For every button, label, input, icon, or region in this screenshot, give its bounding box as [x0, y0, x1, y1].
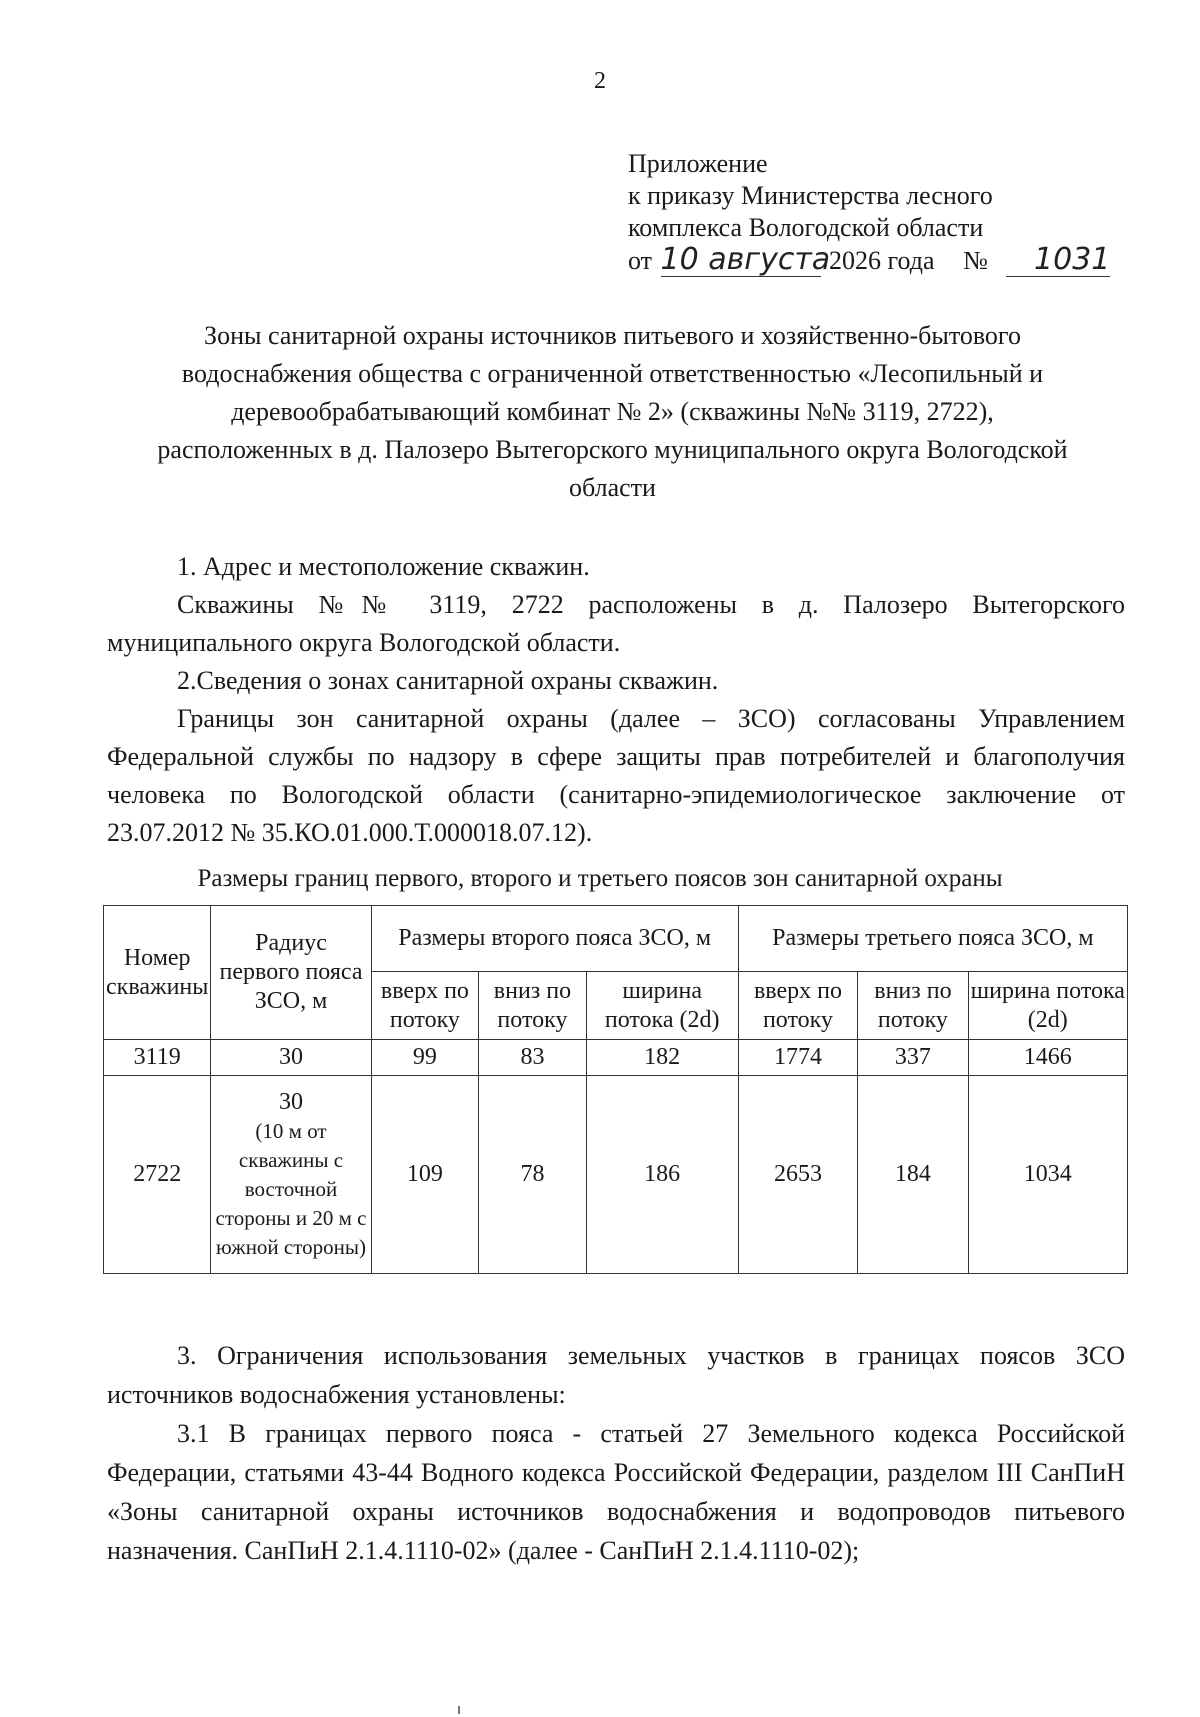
cell-well-number: 2722 [104, 1076, 211, 1274]
cell-third-upstream: 1774 [738, 1040, 858, 1076]
section-3-text: 3. Ограничения использования земельных участков в границах поясов ЗСО источников водоснабжения установлены: [107, 1341, 1125, 1409]
section-2-heading: 2.Сведения о зонах санитарной охраны скважин. [177, 666, 719, 695]
header-third-width: ширина потока (2d) [968, 972, 1127, 1040]
page-number: 2 [594, 68, 606, 94]
header-second-upstream: вверх по потоку [371, 972, 479, 1040]
cell-radius [211, 1076, 371, 1274]
table-row [104, 1040, 1128, 1076]
number-label: № [963, 246, 988, 275]
cell-radius-value: 30 [279, 1088, 303, 1115]
cell-second-width: 186 [586, 1076, 738, 1274]
cell-radius-note: (10 м от скважины с восточной стороны и 20 м с южной стороны) [215, 1118, 367, 1259]
section-3 [107, 1336, 1125, 1570]
cell-second-upstream: 99 [371, 1040, 479, 1076]
section-2-text: Границы зон санитарной охраны (далее – ЗСО) согласованы Управлением Федеральной службы по надзору в сфере защиты прав потребителей и благополучия человека по Вологодской области (санитарно-эпидемиологическое заключение от 23.07.2012 № 35.КО.01.000.Т.000018.07.12). [107, 704, 1125, 847]
header-third-upstream: вверх по потоку [738, 972, 858, 1040]
appendix-line-1: Приложение [628, 149, 768, 178]
title-line-2: водоснабжения общества с ограниченной ответственностью «Лесопильный и [181, 359, 1044, 388]
title-line-5: области [569, 473, 656, 502]
header-well-number: Номер скважины [104, 906, 211, 1040]
appendix-line-3: комплекса Вологодской области [628, 213, 984, 242]
cell-third-width: 1034 [968, 1076, 1127, 1274]
cell-radius: 30 [211, 1040, 371, 1076]
cell-second-width: 182 [586, 1040, 738, 1076]
header-second-width: ширина потока (2d) [586, 972, 738, 1040]
section-1-text: Скважины №№ 3119, 2722 расположены в д. Палозеро Вытегорского муниципального округа Вологодской области. [107, 590, 1125, 657]
cell-second-downstream: 78 [479, 1076, 587, 1274]
cell-well-number: 3119 [104, 1040, 211, 1076]
section-1-heading: 1. Адрес и местоположение скважин. [177, 552, 590, 581]
header-third-zone: Размеры третьего пояса ЗСО, м [738, 906, 1127, 972]
header-second-zone: Размеры второго пояса ЗСО, м [371, 906, 738, 972]
header-third-downstream: вниз по потоку [858, 972, 968, 1040]
appendix-date-line [628, 244, 1110, 277]
header-second-downstream: вниз по потоку [479, 972, 587, 1040]
appendix-header [628, 148, 1110, 277]
handwritten-date: 10 августа [660, 242, 831, 277]
table-caption: Размеры границ первого, второго и третьего поясов зон санитарной охраны [197, 865, 1003, 892]
document-body [107, 548, 1125, 852]
cell-third-upstream: 2653 [738, 1076, 858, 1274]
section-3-1-text: 3.1 В границах первого пояса - статьей 27 Земельного кодекса Российской Федерации, статьями 43-44 Водного кодекса Российской Федерации, разделом III СанПиН «Зоны санитарной охраны источников водоснабжения и водопроводов питьевого назначения. СанПиН 2.1.4.1110-02» (далее - СанПиН 2.1.4.1110-02); [107, 1419, 1125, 1565]
title-line-1: Зоны санитарной охраны источников питьевого и хозяйственно-бытового [204, 321, 1021, 350]
appendix-line-2: к приказу Министерства лесного [628, 181, 993, 210]
cell-third-width: 1466 [968, 1040, 1127, 1076]
cell-second-upstream: 109 [371, 1076, 479, 1274]
year-text: 2026 года [829, 246, 935, 275]
cell-third-downstream: 184 [858, 1076, 968, 1274]
sanitary-zones-table [103, 905, 1128, 1274]
from-label: от [628, 246, 653, 275]
cell-second-downstream: 83 [479, 1040, 587, 1076]
document-title [100, 317, 1125, 507]
cell-third-downstream: 337 [858, 1040, 968, 1076]
scan-mark [458, 1706, 460, 1714]
title-line-4: расположенных в д. Палозеро Вытегорского муниципального округа Вологодской [157, 435, 1068, 464]
table-row [104, 1076, 1128, 1274]
header-first-zone-radius: Радиус первого пояса ЗСО, м [211, 906, 371, 1040]
handwritten-number: 1031 [1006, 244, 1110, 277]
title-line-3: деревообрабатывающий комбинат № 2» (скважины №№ 3119, 2722), [231, 397, 994, 426]
